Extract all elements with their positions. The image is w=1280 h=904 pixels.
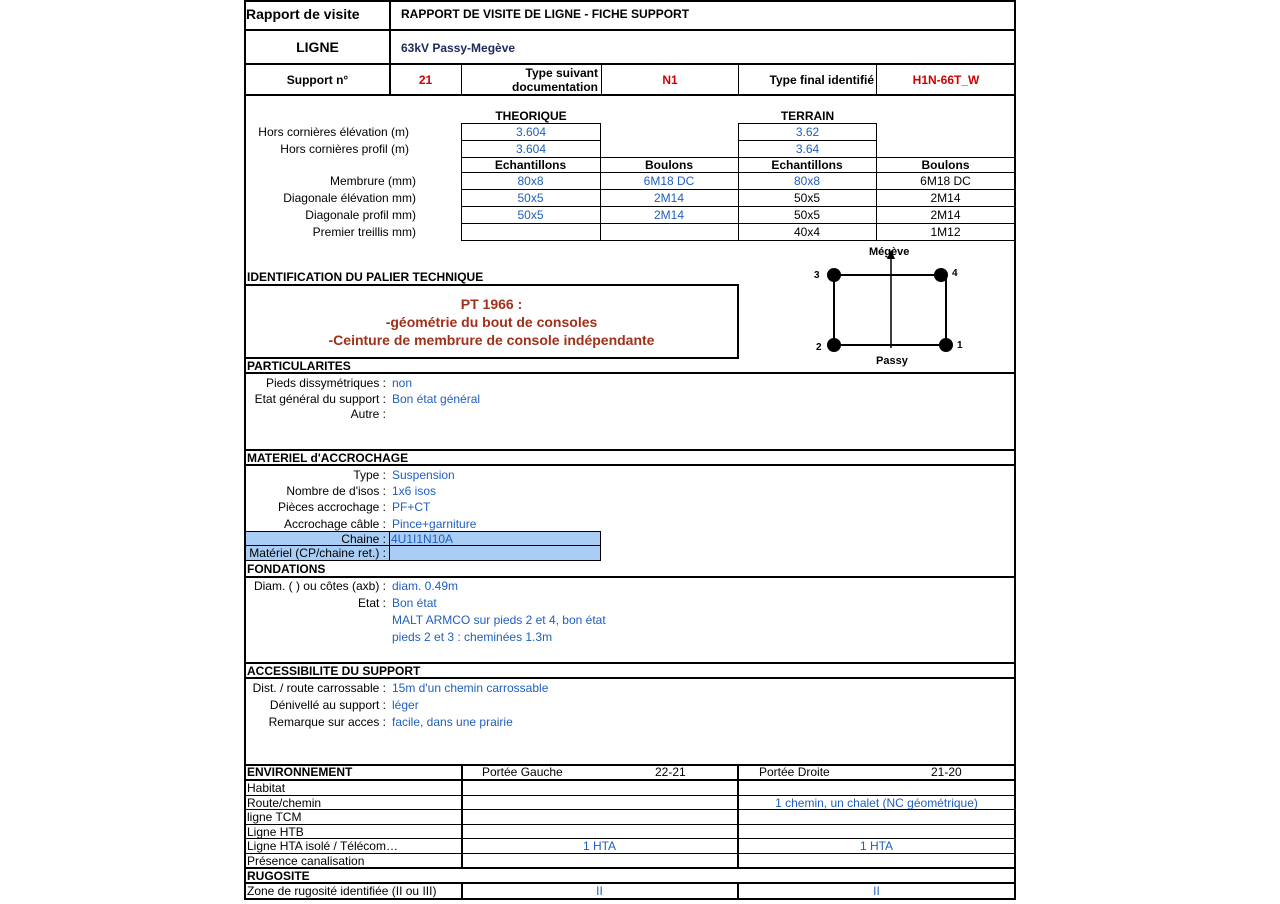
dim-terrain-boulon: 1M12 bbox=[930, 225, 961, 239]
rugosite-section-title: RUGOSITE bbox=[247, 869, 310, 883]
dim-theo-echantillon: 50x5 bbox=[517, 191, 544, 205]
accrochage-value: Pince+garniture bbox=[392, 517, 477, 531]
env-row-label: Ligne HTA isolé / Télécom… bbox=[247, 839, 398, 853]
dim-theo-value: 3.604 bbox=[515, 142, 547, 156]
environnement-section-title: ENVIRONNEMENT bbox=[247, 765, 353, 779]
fondation-etat-line: MALT ARMCO sur pieds 2 et 4, bon état bbox=[392, 613, 606, 627]
env-row-gauche: 1 HTA bbox=[582, 839, 617, 853]
support-label: Support n° bbox=[286, 73, 349, 87]
acces-label: Remarque sur acces : bbox=[268, 715, 386, 729]
accrochage-label: Nombre de d'isos : bbox=[286, 484, 386, 498]
env-row-label: Ligne HTB bbox=[247, 825, 304, 839]
acces-label: Dénivellé au support : bbox=[269, 698, 386, 712]
accrochage-section-title: MATERIEL d'ACCROCHAGE bbox=[247, 451, 409, 465]
accrochage-label: Accrochage câble : bbox=[283, 517, 386, 531]
theorique-header: THEORIQUE bbox=[495, 109, 567, 123]
dim-row-label: Diagonale profil mm) bbox=[305, 208, 416, 222]
diagram-p2: 2 bbox=[816, 342, 822, 353]
chaine-label: Chaine : bbox=[341, 532, 386, 546]
particularite-value: Bon état général bbox=[392, 392, 481, 406]
header-title-right: RAPPORT DE VISITE DE LIGNE - FICHE SUPPORT bbox=[401, 7, 690, 21]
dim-terrain-echantillon: 50x5 bbox=[793, 191, 821, 205]
foot-2 bbox=[827, 338, 841, 352]
dim-terrain-boulon: 6M18 DC bbox=[920, 174, 971, 188]
dim-terrain-echantillon: 40x4 bbox=[793, 225, 821, 239]
dim-theo-boulon: 2M14 bbox=[653, 208, 685, 222]
col-echantillons-terrain: Echantillons bbox=[771, 158, 843, 172]
dim-row-label: Hors cornières élévation (m) bbox=[258, 125, 409, 139]
palier-line-3: -Ceinture de membrure de console indépendante bbox=[328, 332, 655, 348]
type-final-value: H1N-66T_W bbox=[912, 73, 980, 87]
dim-terrain-value: 3.64 bbox=[795, 142, 820, 156]
diagram-p4: 4 bbox=[952, 268, 958, 279]
diagram-top-label: Mégève bbox=[869, 246, 910, 258]
env-row-droite: 1 chemin, un chalet (NC géométrique) bbox=[775, 796, 978, 810]
dim-terrain-echantillon: 50x5 bbox=[793, 208, 821, 222]
palier-line-1: PT 1966 : bbox=[460, 296, 523, 312]
particularites-section-title: PARTICULARITES bbox=[247, 359, 351, 373]
portee-droite-label: Portée Droite bbox=[759, 765, 830, 779]
chaine-value[interactable]: 4U1I1N10A bbox=[391, 532, 454, 546]
type-final-label: Type final identifié bbox=[769, 73, 874, 87]
dim-terrain-boulon: 2M14 bbox=[930, 208, 961, 222]
palier-section-title: IDENTIFICATION DU PALIER TECHNIQUE bbox=[247, 270, 484, 284]
rugosite-label: Zone de rugosité identifiée (II ou III) bbox=[247, 884, 437, 898]
accrochage-value: 1x6 isos bbox=[392, 484, 437, 498]
accessibilite-section-title: ACCESSIBILITE DU SUPPORT bbox=[247, 664, 421, 678]
dim-terrain-echantillon: 80x8 bbox=[793, 174, 821, 188]
foot-1 bbox=[939, 338, 953, 352]
dim-terrain-value: 3.62 bbox=[795, 125, 820, 139]
col-echantillons-theo: Echantillons bbox=[494, 158, 567, 172]
dim-row-label: Hors cornières profil (m) bbox=[280, 142, 409, 156]
materiel-label: Matériel (CP/chaine ret.) : bbox=[249, 546, 386, 560]
ligne-label: LIGNE bbox=[296, 39, 339, 55]
dim-row-label: Premier treillis mm) bbox=[312, 225, 416, 239]
fondation-etat-label: Etat : bbox=[357, 596, 386, 610]
fondation-diam-value: diam. 0.49m bbox=[392, 579, 459, 593]
col-boulons-terrain: Boulons bbox=[921, 158, 970, 172]
accrochage-label: Type : bbox=[353, 468, 386, 482]
acces-value: facile, dans une prairie bbox=[392, 715, 513, 729]
type-doc-label-1: Type suivant bbox=[525, 66, 598, 80]
diagram-p1: 1 bbox=[957, 340, 963, 351]
dim-row-label: Membrure (mm) bbox=[330, 174, 416, 188]
rugosite-gauche: II bbox=[596, 884, 603, 898]
dim-theo-boulon: 6M18 DC bbox=[643, 174, 695, 188]
type-doc-value: N1 bbox=[662, 73, 678, 87]
particularite-label: Pieds dissymétriques : bbox=[265, 376, 386, 390]
accrochage-value: Suspension bbox=[392, 468, 455, 482]
portee-gauche-value: 22-21 bbox=[655, 765, 686, 779]
header-title-left: Rapport de visite bbox=[246, 6, 360, 22]
portee-droite-value: 21-20 bbox=[931, 765, 962, 779]
portee-gauche-label: Portée Gauche bbox=[482, 765, 563, 779]
foot-3 bbox=[827, 268, 841, 282]
particularite-label: Autre : bbox=[350, 407, 386, 421]
palier-line-2: -géométrie du bout de consoles bbox=[385, 314, 598, 330]
diagram-bottom-label: Passy bbox=[876, 355, 908, 367]
env-row-droite: 1 HTA bbox=[859, 839, 894, 853]
type-doc-label-2: documentation bbox=[512, 80, 598, 94]
dim-row-label: Diagonale élévation mm) bbox=[283, 191, 416, 205]
fondation-etat-line: Bon état bbox=[392, 596, 437, 610]
dim-terrain-boulon: 2M14 bbox=[930, 191, 961, 205]
dim-theo-echantillon: 50x5 bbox=[517, 208, 544, 222]
support-value: 21 bbox=[418, 73, 433, 87]
ligne-value: 63kV Passy-Megève bbox=[401, 41, 516, 55]
fondation-etat-line: pieds 2 et 3 : cheminées 1.3m bbox=[392, 630, 553, 644]
foot-4 bbox=[934, 268, 948, 282]
particularite-value: non bbox=[392, 376, 413, 390]
env-row-label: Habitat bbox=[247, 781, 286, 795]
acces-value: léger bbox=[392, 698, 419, 712]
terrain-header: TERRAIN bbox=[780, 109, 835, 123]
particularite-label: Etat général du support : bbox=[254, 392, 386, 406]
dim-theo-value: 3.604 bbox=[515, 125, 547, 139]
fondation-diam-label: Diam. ( ) ou côtes (axb) : bbox=[253, 579, 386, 593]
accrochage-label: Pièces accrochage : bbox=[277, 500, 386, 514]
fondations-section-title: FONDATIONS bbox=[247, 562, 326, 576]
env-row-label: ligne TCM bbox=[247, 810, 302, 824]
env-row-label: Présence canalisation bbox=[247, 854, 365, 868]
col-boulons-theo: Boulons bbox=[645, 158, 693, 172]
acces-value: 15m d'un chemin carrossable bbox=[392, 681, 549, 695]
dim-theo-echantillon: 80x8 bbox=[517, 174, 544, 188]
dim-theo-boulon: 2M14 bbox=[653, 191, 685, 205]
env-row-label: Route/chemin bbox=[247, 796, 322, 810]
rugosite-droite: II bbox=[873, 884, 880, 898]
diagram-p3: 3 bbox=[814, 270, 820, 281]
support-outline bbox=[834, 275, 946, 345]
accrochage-value: PF+CT bbox=[392, 500, 431, 514]
acces-label: Dist. / route carrossable : bbox=[252, 681, 386, 695]
